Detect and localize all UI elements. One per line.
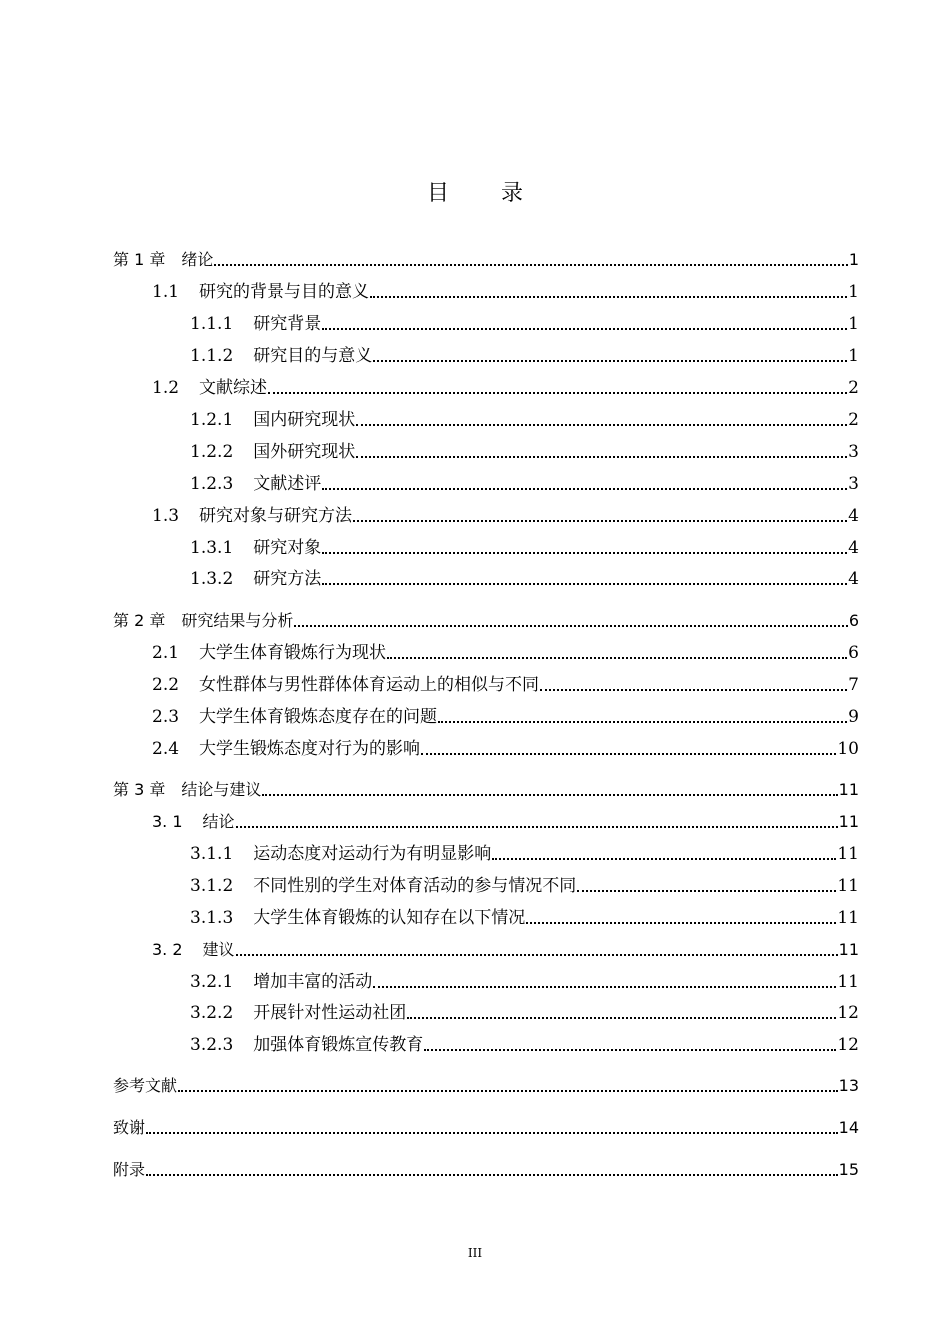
- toc-entry-title: 开展针对性运动社团: [253, 1003, 407, 1023]
- dot-leader: [322, 488, 847, 490]
- toc-entry[interactable]: [152, 705, 859, 729]
- dot-leader: [294, 625, 847, 627]
- dot-leader: [214, 264, 847, 266]
- toc-entry-title: 国内研究现状: [253, 410, 356, 430]
- toc-entry-page: 11: [837, 844, 859, 864]
- toc-entry[interactable]: [190, 536, 859, 560]
- toc-entry-number: 第 1 章: [113, 250, 166, 269]
- toc-entry[interactable]: [152, 641, 859, 665]
- toc-entry-title: 女性群体与男性群体体育运动上的相似与不同: [199, 675, 540, 695]
- toc-entry[interactable]: [190, 408, 859, 432]
- toc-entry-page: 7: [848, 675, 859, 695]
- dot-leader: [424, 1049, 836, 1051]
- dot-leader: [146, 1174, 838, 1176]
- toc-entry-title: 不同性别的学生对体育活动的参与情况不同: [253, 876, 577, 896]
- toc-entry-title: 结论: [202, 812, 235, 831]
- toc-entry-title: 研究的背景与目的意义: [199, 282, 370, 302]
- dot-leader: [387, 657, 847, 659]
- toc-entry-number: 3.1.1: [190, 844, 234, 864]
- toc-entry[interactable]: [190, 567, 859, 591]
- toc-entry[interactable]: [113, 1158, 859, 1182]
- toc-entry-number: 3. 2: [152, 940, 183, 959]
- toc-entry[interactable]: [190, 874, 859, 898]
- toc-entry-page: 11: [837, 876, 859, 896]
- toc-entry-page: 11: [837, 908, 859, 928]
- toc-entry-number: 2.2: [152, 675, 180, 695]
- toc-entry-title: 结论与建议: [181, 780, 262, 799]
- toc-entry-title: 大学生体育锻炼行为现状: [199, 643, 387, 663]
- toc-entry-page: 2: [848, 378, 859, 398]
- toc-entry-page: 12: [837, 1003, 859, 1023]
- toc-entry-title: 研究对象: [253, 538, 322, 558]
- toc-entry-number: 1.2.3: [190, 474, 234, 494]
- toc-entry-title: 文献综述: [199, 378, 268, 398]
- dot-leader: [178, 1090, 838, 1092]
- toc-entry[interactable]: [190, 1033, 859, 1057]
- toc-entry[interactable]: [152, 280, 859, 304]
- toc-entry-number: 1.1: [152, 282, 180, 302]
- toc-entry-page: 2: [848, 410, 859, 430]
- toc-entry-title: 建议: [202, 940, 235, 959]
- page-title-left-char: 目: [426, 181, 449, 206]
- toc-entry-page: 1: [848, 282, 859, 302]
- dot-leader: [322, 583, 847, 585]
- toc-entry[interactable]: [152, 376, 859, 400]
- toc-entry-number: 3.2.3: [190, 1035, 234, 1055]
- toc-entry-page: 4: [848, 538, 859, 558]
- toc-entry[interactable]: [113, 248, 859, 272]
- toc-entry[interactable]: [152, 810, 859, 834]
- toc-entry-page: 15: [838, 1160, 859, 1179]
- toc-entry-title: 研究对象与研究方法: [199, 506, 353, 526]
- dot-leader: [356, 424, 847, 426]
- toc-entry[interactable]: [190, 440, 859, 464]
- toc-entry-page: 4: [848, 569, 859, 589]
- toc-entry[interactable]: [190, 312, 859, 336]
- toc-entry[interactable]: [190, 1001, 859, 1025]
- toc-entry-number: 1.3.2: [190, 569, 234, 589]
- toc-entry-page: 1: [848, 250, 859, 269]
- toc-entry-page: 9: [848, 707, 859, 727]
- dot-leader: [322, 328, 847, 330]
- toc-entry[interactable]: [113, 1074, 859, 1098]
- dot-leader: [540, 689, 847, 691]
- toc-entry[interactable]: [152, 938, 859, 962]
- page-number-footer: III: [467, 1246, 483, 1260]
- toc-entry-title: 大学生体育锻炼的认知存在以下情况: [253, 908, 526, 928]
- toc-entry-number: 3.1.2: [190, 876, 234, 896]
- toc-entry[interactable]: [113, 609, 859, 633]
- dot-leader: [146, 1132, 838, 1134]
- toc-entry-number: 2.3: [152, 707, 180, 727]
- toc-entry-page: 11: [838, 940, 859, 959]
- toc-entry-page: 3: [848, 474, 859, 494]
- toc-entry-number: 3.1.3: [190, 908, 234, 928]
- toc-entry-number: 1.2.1: [190, 410, 234, 430]
- dot-leader: [526, 922, 836, 924]
- toc-entry-number: 3. 1: [152, 812, 183, 831]
- dot-leader: [407, 1017, 836, 1019]
- toc-entry-page: 1: [848, 314, 859, 334]
- toc-entry-title: 研究方法: [253, 569, 322, 589]
- dot-leader: [370, 296, 847, 298]
- toc-entry-title: 加强体育锻炼宣传教育: [253, 1035, 424, 1055]
- toc-entry[interactable]: [190, 472, 859, 496]
- toc-entry-title: 研究结果与分析: [181, 611, 294, 630]
- toc-entry[interactable]: [190, 906, 859, 930]
- toc-entry-number: 1.3: [152, 506, 180, 526]
- toc-entry-title: 绪论: [181, 250, 214, 269]
- toc-entry[interactable]: [190, 970, 859, 994]
- toc-entry[interactable]: [152, 504, 859, 528]
- page-title-right-char: 录: [501, 181, 524, 206]
- toc-entry-page: 11: [838, 780, 859, 799]
- toc-entry-title: 致谢: [113, 1118, 146, 1137]
- toc-entry-number: 3.2.2: [190, 1003, 234, 1023]
- dot-leader: [322, 552, 847, 554]
- toc-entry-number: 1.3.1: [190, 538, 234, 558]
- toc-entry-page: 10: [837, 739, 859, 759]
- toc-entry-number: 2.4: [152, 739, 180, 759]
- toc-entry-title: 增加丰富的活动: [253, 972, 373, 992]
- toc-entry[interactable]: [113, 1116, 859, 1140]
- toc-entry-page: 11: [837, 972, 859, 992]
- toc-entry-page: 3: [848, 442, 859, 462]
- toc-entry-number: 3.2.1: [190, 972, 234, 992]
- dot-leader: [236, 954, 838, 956]
- toc-entry-title: 国外研究现状: [253, 442, 356, 462]
- toc-entry-number: 1.2: [152, 378, 180, 398]
- toc-entry-number: 第 3 章: [113, 780, 166, 799]
- toc-entry-title: 大学生锻炼态度对行为的影响: [199, 739, 421, 759]
- dot-leader: [356, 456, 847, 458]
- dot-leader: [373, 986, 836, 988]
- toc-entry-title: 大学生体育锻炼态度存在的问题: [199, 707, 438, 727]
- toc-entry-title: 附录: [113, 1160, 146, 1179]
- toc-entry[interactable]: [190, 344, 859, 368]
- toc-entry-number: 2.1: [152, 643, 180, 663]
- dot-leader: [262, 794, 837, 796]
- dot-leader: [236, 826, 838, 828]
- dot-leader: [438, 721, 847, 723]
- toc-entry-title: 参考文献: [113, 1076, 178, 1095]
- toc-entry-number: 第 2 章: [113, 611, 166, 630]
- toc-entry-number: 1.1.2: [190, 346, 234, 366]
- toc-entry-number: 1.1.1: [190, 314, 234, 334]
- toc-entry-page: 4: [848, 506, 859, 526]
- toc-entry-title: 文献述评: [253, 474, 322, 494]
- dot-leader: [373, 360, 847, 362]
- dot-leader: [577, 890, 836, 892]
- toc-entry[interactable]: [113, 778, 859, 802]
- dot-leader: [353, 520, 847, 522]
- toc-entry[interactable]: [152, 737, 859, 761]
- dot-leader: [268, 392, 847, 394]
- toc-entry[interactable]: [152, 673, 859, 697]
- toc-entry-page: 12: [837, 1035, 859, 1055]
- toc-entry-page: 6: [848, 643, 859, 663]
- toc-entry-page: 11: [838, 812, 859, 831]
- dot-leader: [421, 753, 836, 755]
- toc-entry-page: 13: [838, 1076, 859, 1095]
- toc-entry-title: 运动态度对运动行为有明显影响: [253, 844, 492, 864]
- toc-entry-title: 研究目的与意义: [253, 346, 373, 366]
- dot-leader: [492, 858, 836, 860]
- toc-entry-title: 研究背景: [253, 314, 322, 334]
- toc-entry-page: 14: [838, 1118, 859, 1137]
- toc-entry-page: 6: [848, 611, 859, 630]
- toc-entry-number: 1.2.2: [190, 442, 234, 462]
- toc-entry-page: 1: [848, 346, 859, 366]
- toc-entry[interactable]: [190, 842, 859, 866]
